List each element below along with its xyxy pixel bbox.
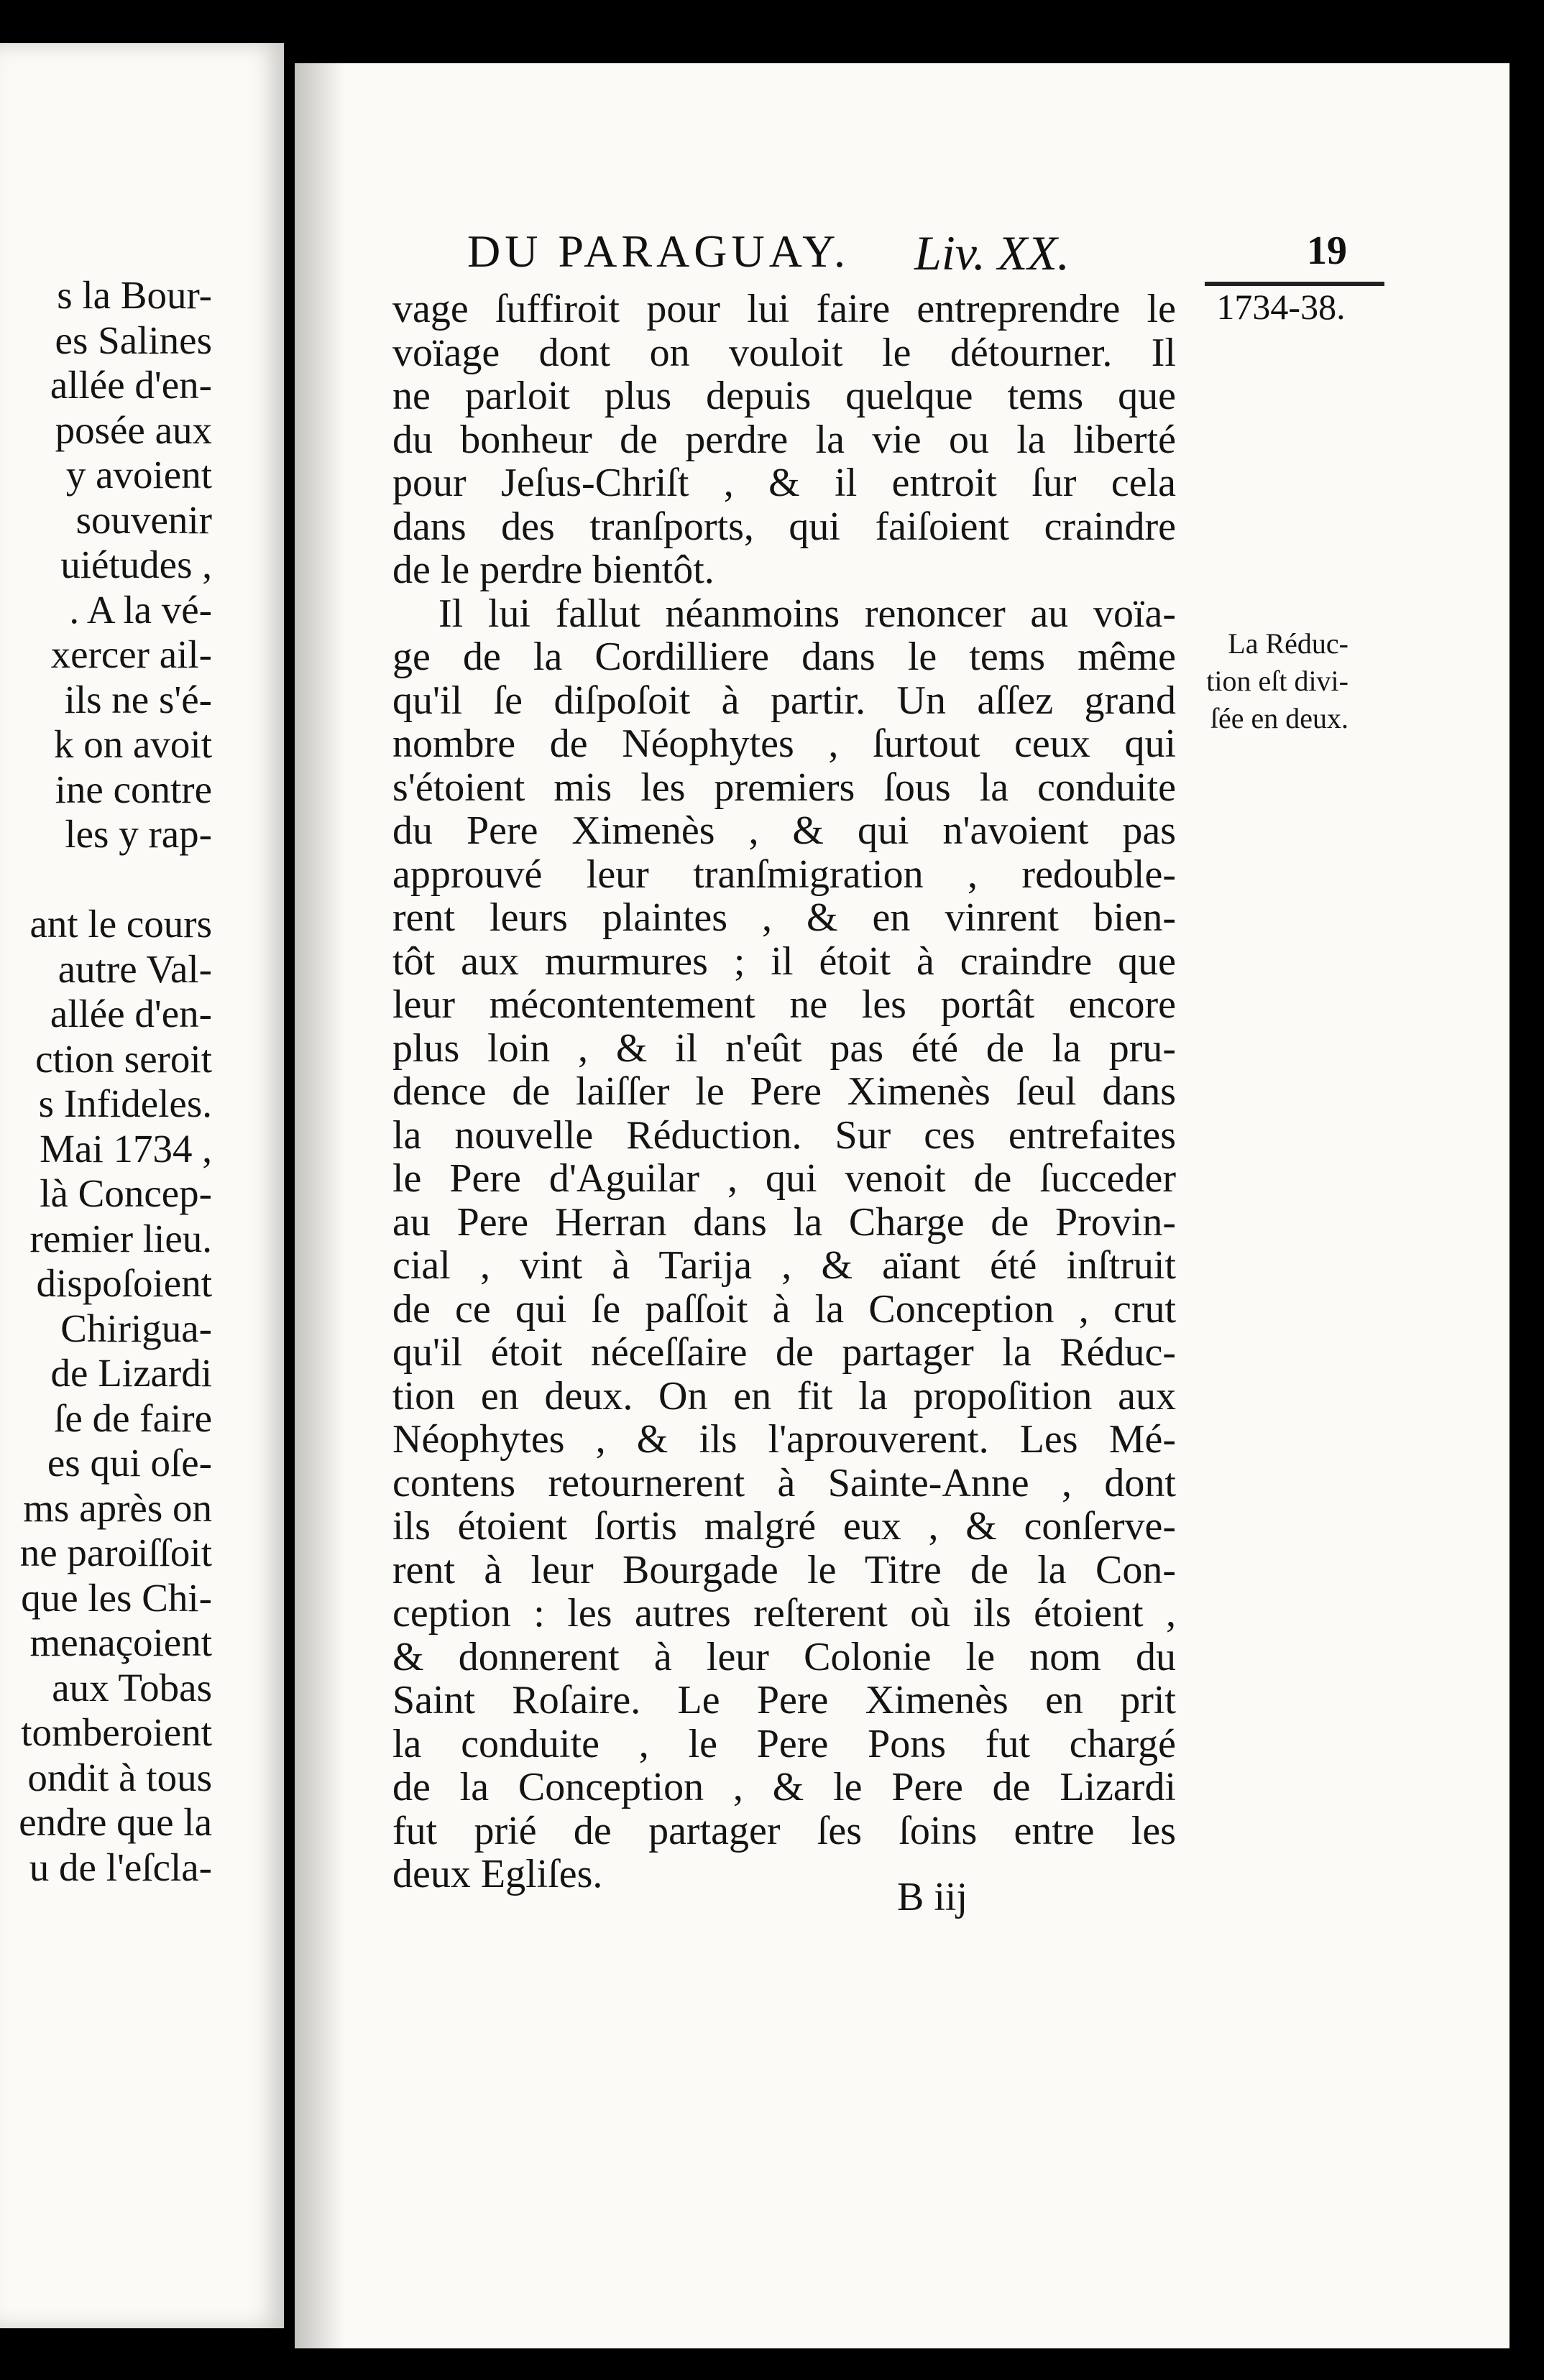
left-page-line: y avoient — [65, 453, 212, 497]
body-line: du Pere Ximenès , & qui n'avoient pas — [392, 808, 1176, 853]
left-page-line: aux Tobas — [52, 1665, 212, 1710]
body-line: de le perdre bientôt. — [392, 548, 714, 592]
left-page-line: tomberoient — [21, 1710, 212, 1754]
body-line: plus loin , & il n'eût pas été de la pru- — [392, 1025, 1176, 1071]
signature-mark: B iij — [897, 1875, 968, 1919]
left-page-line: uiétudes , — [60, 543, 212, 586]
body-line: ge de la Cordilliere dans le tems même — [392, 635, 1176, 679]
margin-note-line: La Réduc- — [1228, 627, 1348, 660]
left-page-line: s Infideles. — [38, 1081, 212, 1125]
running-head-book: Liv. XX. — [914, 226, 1070, 280]
body-line: rent à leur Bourgade le Titre de la Con- — [392, 1547, 1176, 1592]
body-line: tôt aux murmures ; il étoit à craindre que — [392, 938, 1176, 984]
margin-note-line: tion eſt divi- — [1206, 665, 1348, 697]
left-page-line: ſe de faire — [54, 1396, 212, 1440]
left-page-text — [0, 273, 212, 1890]
left-page-line: k on avoit — [54, 722, 212, 766]
right-page — [295, 63, 1509, 2348]
left-page-line: ondit à tous — [27, 1755, 212, 1799]
left-page-line: . A la vé- — [69, 587, 212, 632]
body-line: de ce qui ſe paſſoit à la Conception , crut — [392, 1286, 1176, 1332]
body-line: fut prié de partager ſes ſoins entre les — [392, 1808, 1176, 1853]
left-page-line: menaçoient — [29, 1620, 212, 1664]
body-line: tion en deux. On en fit la propoſition aux — [392, 1373, 1176, 1419]
left-page-line: xercer ail- — [50, 632, 212, 676]
left-page-line: que les Chi- — [21, 1575, 212, 1620]
left-page-line: là Concep- — [40, 1171, 212, 1215]
left-page-line: ction seroit — [35, 1036, 212, 1081]
left-page-line: ils ne s'é- — [64, 677, 212, 721]
left-page-line: ant le cours — [29, 902, 212, 946]
margin-note — [1183, 625, 1348, 737]
left-page-line: u de l'eſcla- — [29, 1845, 212, 1889]
body-line: contens retournerent à Sainte-Anne , dont — [392, 1460, 1176, 1505]
body-line: la nouvelle Réduction. Sur ces entrefaites — [392, 1112, 1176, 1158]
left-page-line: s la Bour- — [57, 273, 212, 317]
left-page-line: ne paroiſſoit — [19, 1531, 212, 1574]
body-line: Il lui fallut néanmoins renoncer au voïa- — [438, 591, 1176, 636]
body-line: & donnerent à leur Colonie le nom du — [392, 1634, 1176, 1679]
left-page-line: ine contre — [55, 767, 212, 811]
left-page-line: dispoſoient — [36, 1261, 212, 1305]
body-line: pour Jeſus-Chriſt , & il entroit ſur cela — [392, 461, 1176, 505]
body-line: qu'il étoit néceſſaire de partager la Réduc- — [392, 1330, 1176, 1375]
body-line: leur mécontentement ne les portât encore — [392, 982, 1176, 1027]
body-line: au Pere Herran dans la Charge de Provin- — [392, 1199, 1176, 1245]
body-line: rent leurs plaintes , & en vinrent bien- — [392, 895, 1176, 940]
gutter-shadow — [295, 63, 345, 2348]
body-line: ception : les autres reſterent où ils étoient , — [392, 1591, 1176, 1636]
body-line: qu'il ſe diſpoſoit à partir. Un aſſez grand — [392, 678, 1176, 723]
left-page-fragment — [0, 43, 284, 2328]
left-page-line: allée d'en- — [50, 363, 212, 407]
body-line: approuvé leur tranſmigration , redouble- — [392, 852, 1176, 897]
body-line: ils étoient ſortis malgré eux , & conſerve- — [392, 1504, 1176, 1549]
running-head-title: DU PARAGUAY. — [467, 226, 850, 277]
margin-year: 1734-38. — [1216, 287, 1346, 327]
body-line: dence de laiſſer le Pere Ximenès ſeul dans — [392, 1069, 1176, 1114]
body-line: le Pere d'Aguilar , qui venoit de ſucceder — [392, 1156, 1176, 1201]
body-line: ne parloit plus depuis quelque tems que — [392, 374, 1176, 418]
body-line: la conduite , le Pere Pons fut chargé — [392, 1721, 1176, 1766]
left-page-line — [0, 857, 212, 903]
body-line: nombre de Néophytes , ſurtout ceux qui — [392, 721, 1176, 766]
body-line: Néophytes , & ils l'aprouverent. Les Mé- — [392, 1417, 1176, 1462]
left-page-line: souvenir — [75, 497, 212, 542]
left-page-line: remier lieu. — [29, 1216, 212, 1260]
body-line: s'étoient mis les premiers ſous la conduite — [392, 765, 1176, 810]
left-page-line: les y rap- — [65, 812, 212, 856]
margin-note-line: ſée en deux. — [1210, 702, 1348, 734]
left-page-line: ms après on — [23, 1485, 212, 1530]
left-page-line: es Salines — [55, 318, 212, 362]
left-page-line: es qui oſe- — [47, 1441, 212, 1485]
body-line: de la Conception , & le Pere de Lizardi — [392, 1765, 1176, 1809]
left-page-line: de Lizardi — [50, 1351, 212, 1395]
body-line: Saint Roſaire. Le Pere Ximenès en prit — [392, 1678, 1176, 1722]
left-page-line: endre que la — [19, 1800, 212, 1844]
body-line: du bonheur de perdre la vie ou la liberté — [392, 417, 1176, 462]
body-line: cial , vint à Tarija , & aïant été inſtruit — [392, 1243, 1176, 1288]
page-number: 19 — [1307, 229, 1347, 273]
left-page-line: autre Val- — [58, 946, 212, 991]
left-page-line: allée d'en- — [50, 992, 212, 1036]
left-page-line: Chirigua- — [60, 1306, 212, 1350]
left-page-line: Mai 1734 , — [40, 1126, 212, 1171]
body-line: vage ſuffiroit pour lui faire entreprendre le — [392, 287, 1176, 331]
body-line: deux Egliſes. — [392, 1852, 603, 1896]
body-text — [392, 287, 1176, 1896]
body-line: dans des tranſports, qui faiſoient craindre — [392, 504, 1176, 549]
left-page-line: posée aux — [55, 407, 212, 452]
body-line: voïage dont on vouloit le détourner. Il — [392, 330, 1176, 375]
